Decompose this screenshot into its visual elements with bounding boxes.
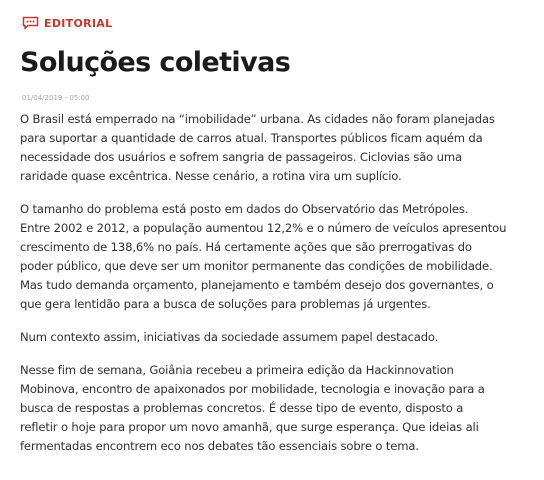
paragraph-2: [20, 200, 526, 314]
paragraph-3: [20, 328, 526, 347]
paragraph-line: poder público, que deve ser um monitor permanente das condições de mobilidade.: [20, 259, 493, 273]
speech-bubble-icon: [22, 16, 39, 30]
paragraph-line: Num contexto assim, iniciativas da sociedade assumem papel destacado.: [20, 330, 439, 344]
paragraph-line: para suportar a quantidade de carros atual. Transportes públicos ficam aquém da: [20, 131, 483, 145]
paragraph-line: Entre 2002 e 2012, a população aumentou 12,2% e o número de veículos apresentou: [20, 221, 507, 235]
paragraph-line: Nesse fim de semana, Goiânia recebeu a primeira edição da Hackinnovation: [20, 363, 454, 377]
paragraph-line: O Brasil está emperrado na “imobilidade” urbana. As cidades não foram planejadas: [20, 112, 495, 126]
paragraph-line: necessidade dos usuários e sofrem sangria de passageiros. Ciclovias são uma: [20, 150, 462, 164]
paragraph-line: Mas tudo demanda orçamento, planejamento e também desejo dos governantes, o: [20, 278, 494, 292]
paragraph-line: O tamanho do problema está posto em dados do Observatório das Metrópoles.: [20, 202, 469, 216]
paragraph-line: raridade quase excêntrica. Nesse cenário, a rotina vira um suplício.: [20, 169, 402, 183]
article-body: [20, 110, 526, 470]
paragraph-line: que gera lentidão para a busca de soluções para problemas já urgentes.: [20, 297, 431, 311]
paragraph-line: fermentadas encontrem eco nos debates tão essenciais sobre o tema.: [20, 439, 419, 453]
paragraph-line: refletir o hoje para propor um novo amanhã, que surge esperança. Que ideias ali: [20, 420, 479, 434]
section-tag[interactable]: [22, 16, 112, 30]
paragraph-line: crescimento de 138,6% no país. Há certamente ações que são prerrogativas do: [20, 240, 472, 254]
article-title: Soluções coletivas: [20, 47, 291, 78]
paragraph-4: [20, 361, 526, 456]
paragraph-line: busca de respostas a problemas concretos. É desse tipo de evento, disposto a: [20, 401, 464, 415]
section-label: EDITORIAL: [44, 16, 113, 30]
paragraph-1: [20, 110, 526, 186]
paragraph-line: Mobinova, encontro de apaixonados por mobilidade, tecnologia e inovação para a: [20, 382, 485, 396]
article-dateline: 01/04/2019 - 05:00: [22, 94, 90, 102]
